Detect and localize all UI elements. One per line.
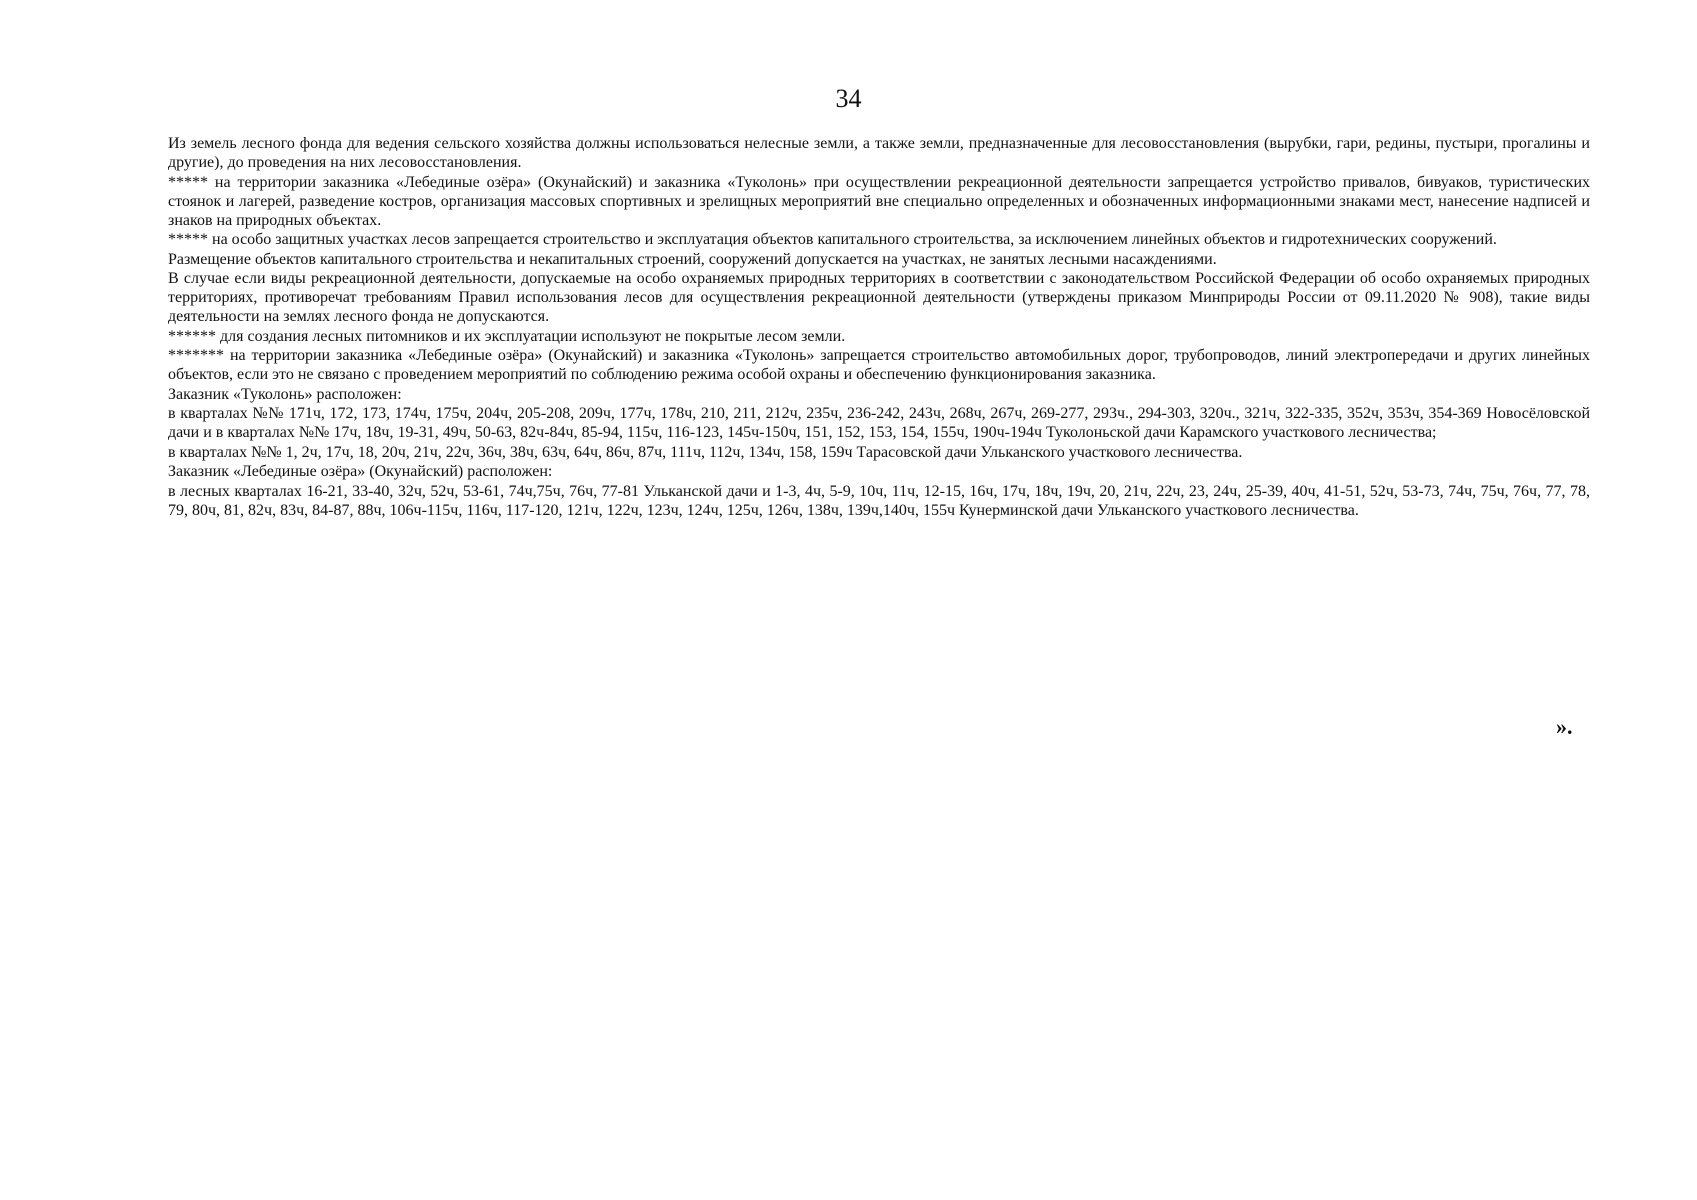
paragraph-swan-lakes-heading: Заказник «Лебединые озёра» (Окунайский) расположен: [168, 463, 553, 480]
paragraph-tukolon-heading: Заказник «Туколонь» расположен: [168, 385, 402, 403]
paragraph-footnote-linear-objects: ******* на территории заказника «Лебединые озёра» (Окунайский) и заказника «Туколонь» запрещается строительство автомобильных дорог, трубопроводов, линий электропередачи и других линейных объектов, если это не связано с проведением мероприятий по соблюдению режима особой охраны и обеспечению функционирования заказника. [168, 347, 1590, 383]
paragraph-footnote-recreation-restrictions: ***** на территории заказника «Лебединые озёра» (Окунайский) и заказника «Туколонь» при осуществлении рекреационной деятельности запрещается устройство привалов, бивуаков, туристических стоянок и лагерей, разведение костров, организация массовых спортивных и зрелищных мероприятий вне специально определенных и обозначенных информационными знаками мест, нанесение надписей и знаков на природных объектах. [168, 173, 1590, 229]
closing-quote-mark: ». [1556, 714, 1573, 739]
paragraph-swan-lakes-quarters: в лесных кварталах 16-21, 33-40, 32ч, 52ч, 53-61, 74ч,75ч, 76ч, 77-81 Ульканской дачи и 1-3, 4ч, 5-9, 10ч, 11ч, 12-15, 16ч, 17ч, 18ч, 19ч, 20, 21ч, 22ч, 23, 24ч, 25-39, 40ч, 41-51, 52ч, 53-73, 74ч, 75ч, 76ч, 77, 78, 79, 80ч, 81, 82ч, 83ч, 84-87, 88ч, 106ч-115ч, 116ч, 117-120, 121ч, 122ч, 123ч, 124ч, 125ч, 126ч, 138ч, 139ч,140ч, 155ч Кунерминской дачи Ульканского участкового лесничества. [168, 482, 1590, 519]
page-number: 34 [835, 84, 862, 113]
paragraph-footnote-protective-areas: ***** на особо защитных участках лесов запрещается строительство и эксплуатация объектов капитального строительства, за исключением линейных объектов и гидротехнических сооружений. [168, 231, 1497, 248]
paragraph-footnote-nurseries: ****** для создания лесных питомников и их эксплуатации используют не покрытые лесом земли. [168, 327, 846, 345]
paragraph-tukolon-quarters-karam: в кварталах №№ 171ч, 172, 173, 174ч, 175ч, 204ч, 205-208, 209ч, 177ч, 178ч, 210, 211, 212ч, 235ч, 236-242, 243ч, 268ч, 267ч, 269-277, 293ч., 294-303, 320ч., 321ч, 322-335, 352ч, 353ч, 354-369 Новосёловской дачи и в кварталах №№ 17ч, 18ч, 19-31, 49ч, 50-63, 82ч-84ч, 85-94, 115ч, 116-123, 145ч-150ч, 151, 152, 153, 154, 155ч, 190ч-194ч Туколоньской дачи Карамского участкового лесничества; [168, 405, 1590, 441]
paragraph-agricultural-lands: Из земель лесного фонда для ведения сельского хозяйства должны использоваться нелесные земли, а также земли, предназначенные для лесовосстановления (вырубки, гари, редины, пустыри, прогалины и другие), до проведения на них лесовосстановления. [168, 135, 1590, 171]
paragraph-tukolon-quarters-ulkan: в кварталах №№ 1, 2ч, 17ч, 18, 20ч, 21ч, 22ч, 36ч, 38ч, 63ч, 64ч, 86ч, 87ч, 111ч, 112ч, 134ч, 158, 159ч Тарасовской дачи Ульканского участкового лесничества. [168, 443, 1243, 461]
document-body [168, 134, 1590, 520]
paragraph-construction-placement: Размещение объектов капитального строительства и некапитальных строений, сооружений допускается на участках, не занятых лесными насаждениями. [168, 250, 1217, 268]
paragraph-protected-territories: В случае если виды рекреационной деятельности, допускаемые на особо охраняемых природных территориях в соответствии с законодательством Российской Федерации об особо охраняемых природных территориях, противоречат требованиям Правил использования лесов для осуществления рекреационной деятельности (утверждены приказом Минприроды России от 09.11.2020 № 908), такие виды деятельности на землях лесного фонда не допускаются. [168, 270, 1590, 325]
